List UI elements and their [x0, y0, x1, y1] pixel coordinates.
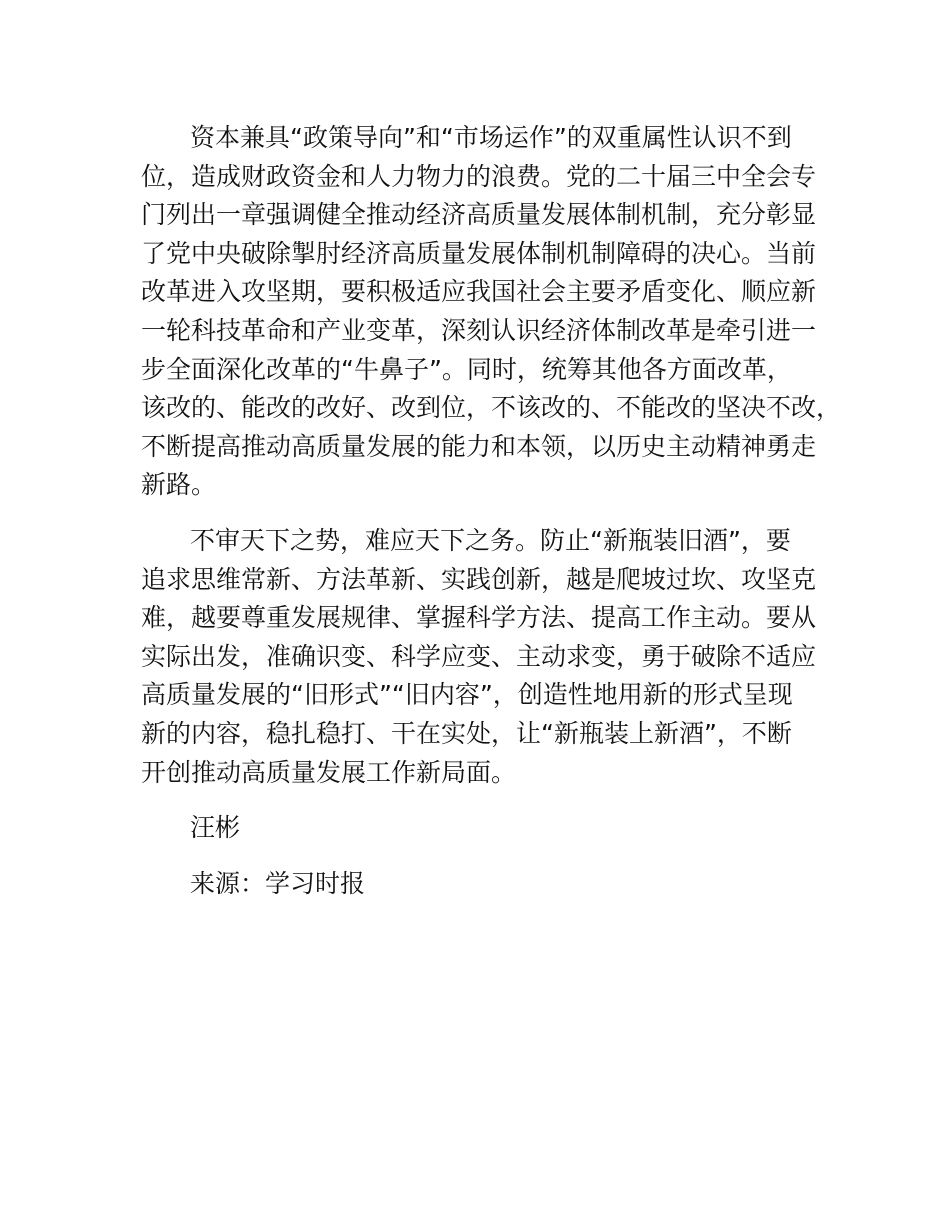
paragraph-line: 新路。	[141, 470, 217, 500]
paragraph-line: 资本兼具“政策导向”和“市场运作”的双重属性认识不到	[190, 123, 792, 152]
paragraph-1	[141, 119, 842, 505]
source-line: 来源：学习时报	[190, 868, 366, 898]
paragraph-line: 一轮科技革命和产业变革，深刻认识经济体制改革是牵引进一	[141, 315, 817, 345]
paragraph-line: 步全面深化改革的“牛鼻子”。同时，统筹其他各方面改革，	[141, 354, 792, 384]
paragraph-line: 新的内容，稳扎稳打、干在实处，让“新瓶装上新酒”，不断	[141, 718, 792, 748]
paragraph-line: 不断提高推动高质量发展的能力和本领，以历史主动精神勇走	[141, 431, 817, 461]
paragraph-line: 不审天下之势，难应天下之务。防止“新瓶装旧酒”，要	[190, 525, 791, 555]
paragraph-2	[141, 522, 831, 792]
paragraph-line: 位，造成财政资金和人力物力的浪费。党的二十届三中全会专	[141, 161, 817, 191]
paragraph-line: 难，越要尊重发展规律、掌握科学方法、提高工作主动。要从	[141, 603, 817, 633]
paragraph-line: 该改的、能改的改好、改到位，不该改的、不能改的坚决不改，	[141, 393, 842, 423]
author-name: 汪彬	[190, 813, 241, 843]
source-block	[141, 865, 831, 904]
paragraph-line: 实际出发，准确识变、科学应变、主动求变，勇于破除不适应	[141, 641, 817, 671]
article-body	[141, 119, 842, 903]
paragraph-line: 开创推动高质量发展工作新局面。	[141, 757, 517, 787]
paragraph-line: 追求思维常新、方法革新、实践创新，越是爬坡过坎、攻坚克	[141, 564, 817, 594]
author-block	[141, 809, 831, 848]
paragraph-line: 高质量发展的“旧形式”“旧内容”，创造性地用新的形式呈现	[141, 680, 793, 710]
paragraph-line: 了党中央破除掣肘经济高质量发展体制机制障碍的决心。当前	[141, 238, 817, 268]
paragraph-line: 改革进入攻坚期，要积极适应我国社会主要矛盾变化、顺应新	[141, 277, 817, 307]
paragraph-line: 门列出一章强调健全推动经济高质量发展体制机制，充分彰显	[141, 200, 817, 230]
